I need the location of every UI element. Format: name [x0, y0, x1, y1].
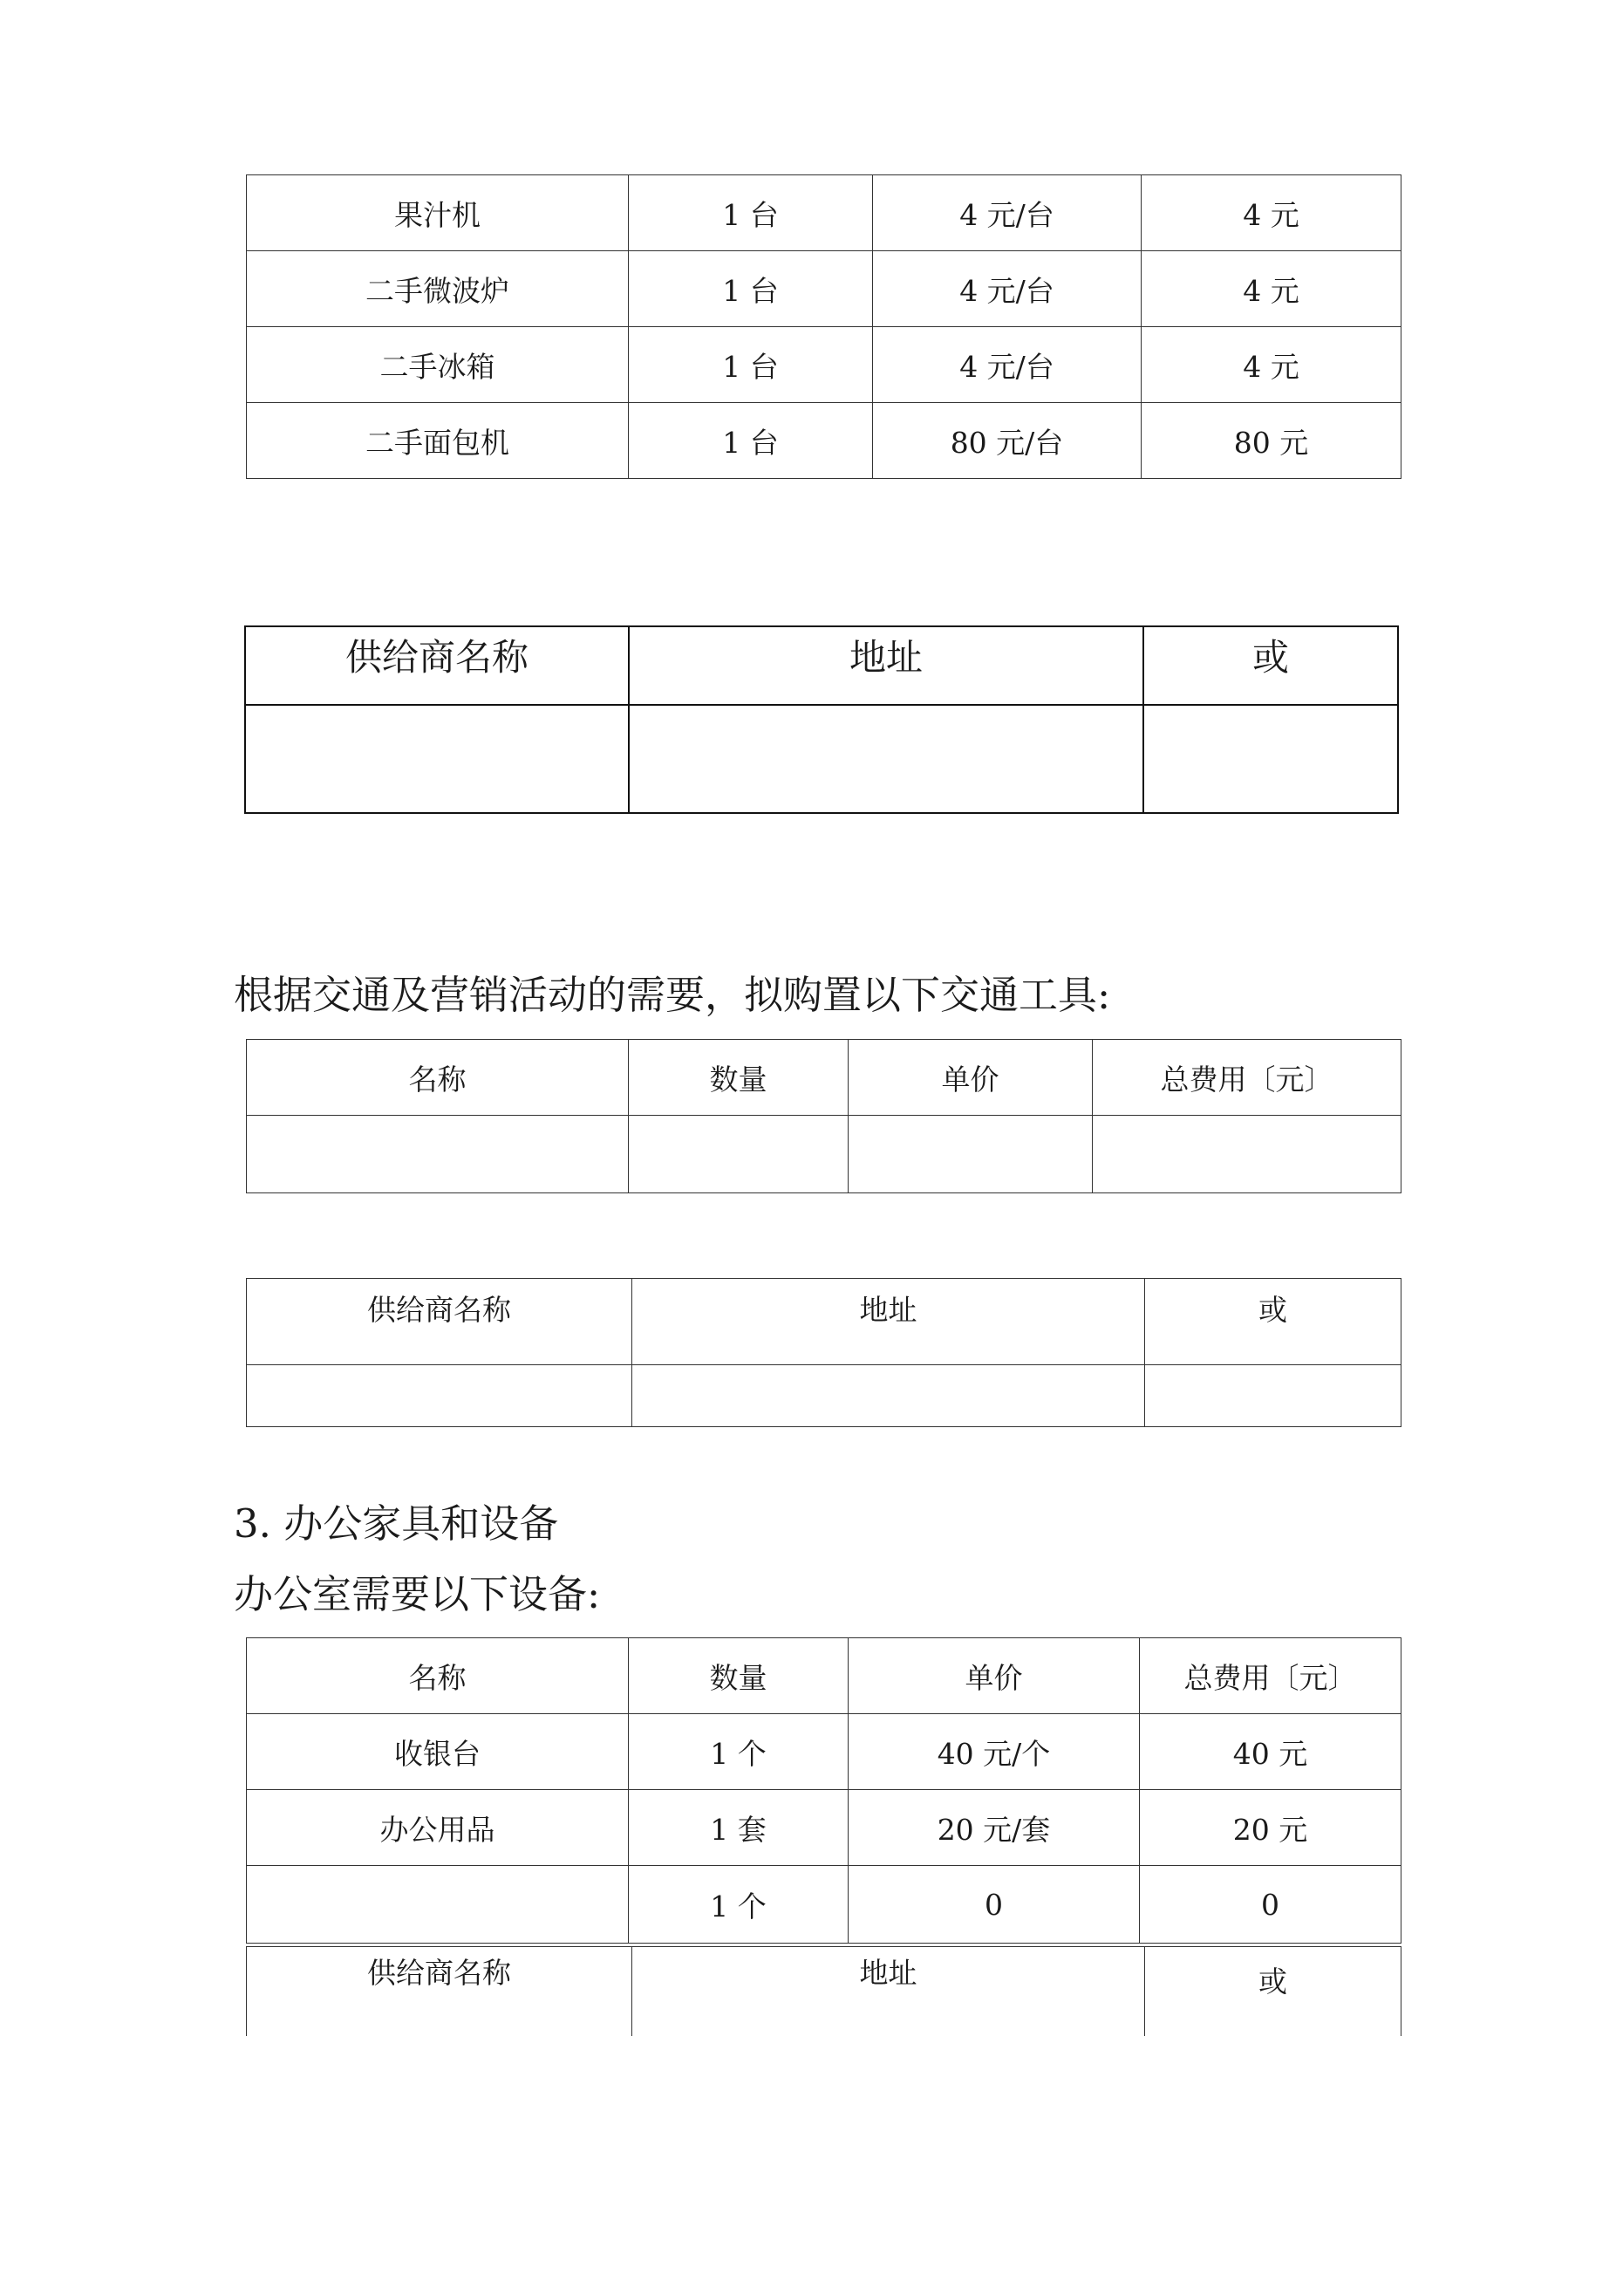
item-name: 二手微波炉: [247, 251, 629, 327]
header-supplier-name: 供给商名称: [247, 1947, 632, 2037]
table-header-row: [247, 1638, 1401, 1714]
table-row: [247, 1790, 1401, 1866]
table-header-row: [247, 1279, 1401, 1365]
header-address: 地址: [629, 626, 1143, 705]
table-row: [247, 251, 1401, 327]
header-supplier-name: 供给商名称: [247, 1279, 632, 1365]
header-or: 或: [1143, 626, 1398, 705]
unit-price-cell: 0: [849, 1866, 1140, 1944]
table-header-row: [247, 1040, 1401, 1116]
item-unit-price: 80 元/台: [873, 403, 1142, 479]
item-qty: 1 台: [629, 403, 873, 479]
header-or: 或: [1145, 1947, 1401, 2037]
header-name: 名称: [247, 1638, 629, 1714]
name-cell: 办公用品: [247, 1790, 629, 1866]
unit-price-cell: 20 元/套: [849, 1790, 1140, 1866]
table-row: [247, 1365, 1401, 1427]
equipment-table: [246, 174, 1401, 479]
name-cell: [247, 1866, 629, 1944]
table-row: [247, 1714, 1401, 1790]
qty-cell: 1 个: [629, 1714, 849, 1790]
transport-table: [246, 1039, 1401, 1193]
supplier-table: [246, 1278, 1401, 1427]
unit-price-cell: 40 元/个: [849, 1714, 1140, 1790]
item-total: 4 元: [1142, 175, 1401, 251]
supplier-table: [244, 625, 1399, 814]
or-cell: [1143, 705, 1398, 813]
header-address: 地址: [632, 1947, 1145, 2037]
total-cell: [1093, 1116, 1401, 1193]
table-row: [247, 1116, 1401, 1193]
item-qty: 1 台: [629, 327, 873, 403]
header-unit-price: 单价: [849, 1040, 1093, 1116]
table-row: [245, 705, 1398, 813]
total-cell: 0: [1140, 1866, 1401, 1944]
item-unit-price: 4 元/台: [873, 327, 1142, 403]
section-heading: 3. 办公家具和设备: [234, 1500, 559, 1547]
item-total: 80 元: [1142, 403, 1401, 479]
header-name: 名称: [247, 1040, 629, 1116]
total-cell: 40 元: [1140, 1714, 1401, 1790]
item-name: 果汁机: [247, 175, 629, 251]
table-row: [247, 1866, 1401, 1944]
unit-price-cell: [849, 1116, 1093, 1193]
item-qty: 1 台: [629, 175, 873, 251]
address-cell: [632, 1365, 1145, 1427]
qty-cell: 1 套: [629, 1790, 849, 1866]
item-unit-price: 4 元/台: [873, 251, 1142, 327]
supplier-table: [246, 1946, 1401, 2036]
transport-intro: 根据交通及营销活动的需要，拟购置以下交通工具:: [234, 972, 1111, 1018]
header-total: 总费用〔元〕: [1140, 1638, 1401, 1714]
qty-cell: [629, 1116, 849, 1193]
qty-cell: 1 个: [629, 1866, 849, 1944]
supplier-name-cell: [245, 705, 629, 813]
header-supplier-name: 供给商名称: [245, 626, 629, 705]
header-or: 或: [1145, 1279, 1401, 1365]
header-address: 地址: [632, 1279, 1145, 1365]
office-equipment-table: [246, 1637, 1401, 1944]
item-total: 4 元: [1142, 327, 1401, 403]
header-total: 总费用〔元〕: [1093, 1040, 1401, 1116]
table-row: [247, 175, 1401, 251]
total-cell: 20 元: [1140, 1790, 1401, 1866]
item-total: 4 元: [1142, 251, 1401, 327]
item-qty: 1 台: [629, 251, 873, 327]
table-header-row: [247, 1947, 1401, 2037]
office-intro: 办公室需要以下设备:: [234, 1571, 601, 1617]
header-qty: 数量: [629, 1638, 849, 1714]
supplier-name-cell: [247, 1365, 632, 1427]
item-unit-price: 4 元/台: [873, 175, 1142, 251]
name-cell: 收银台: [247, 1714, 629, 1790]
header-qty: 数量: [629, 1040, 849, 1116]
name-cell: [247, 1116, 629, 1193]
header-unit-price: 单价: [849, 1638, 1140, 1714]
item-name: 二手冰箱: [247, 327, 629, 403]
table-row: [247, 327, 1401, 403]
or-cell: [1145, 1365, 1401, 1427]
table-row: [247, 403, 1401, 479]
table-header-row: [245, 626, 1398, 705]
address-cell: [629, 705, 1143, 813]
item-name: 二手面包机: [247, 403, 629, 479]
